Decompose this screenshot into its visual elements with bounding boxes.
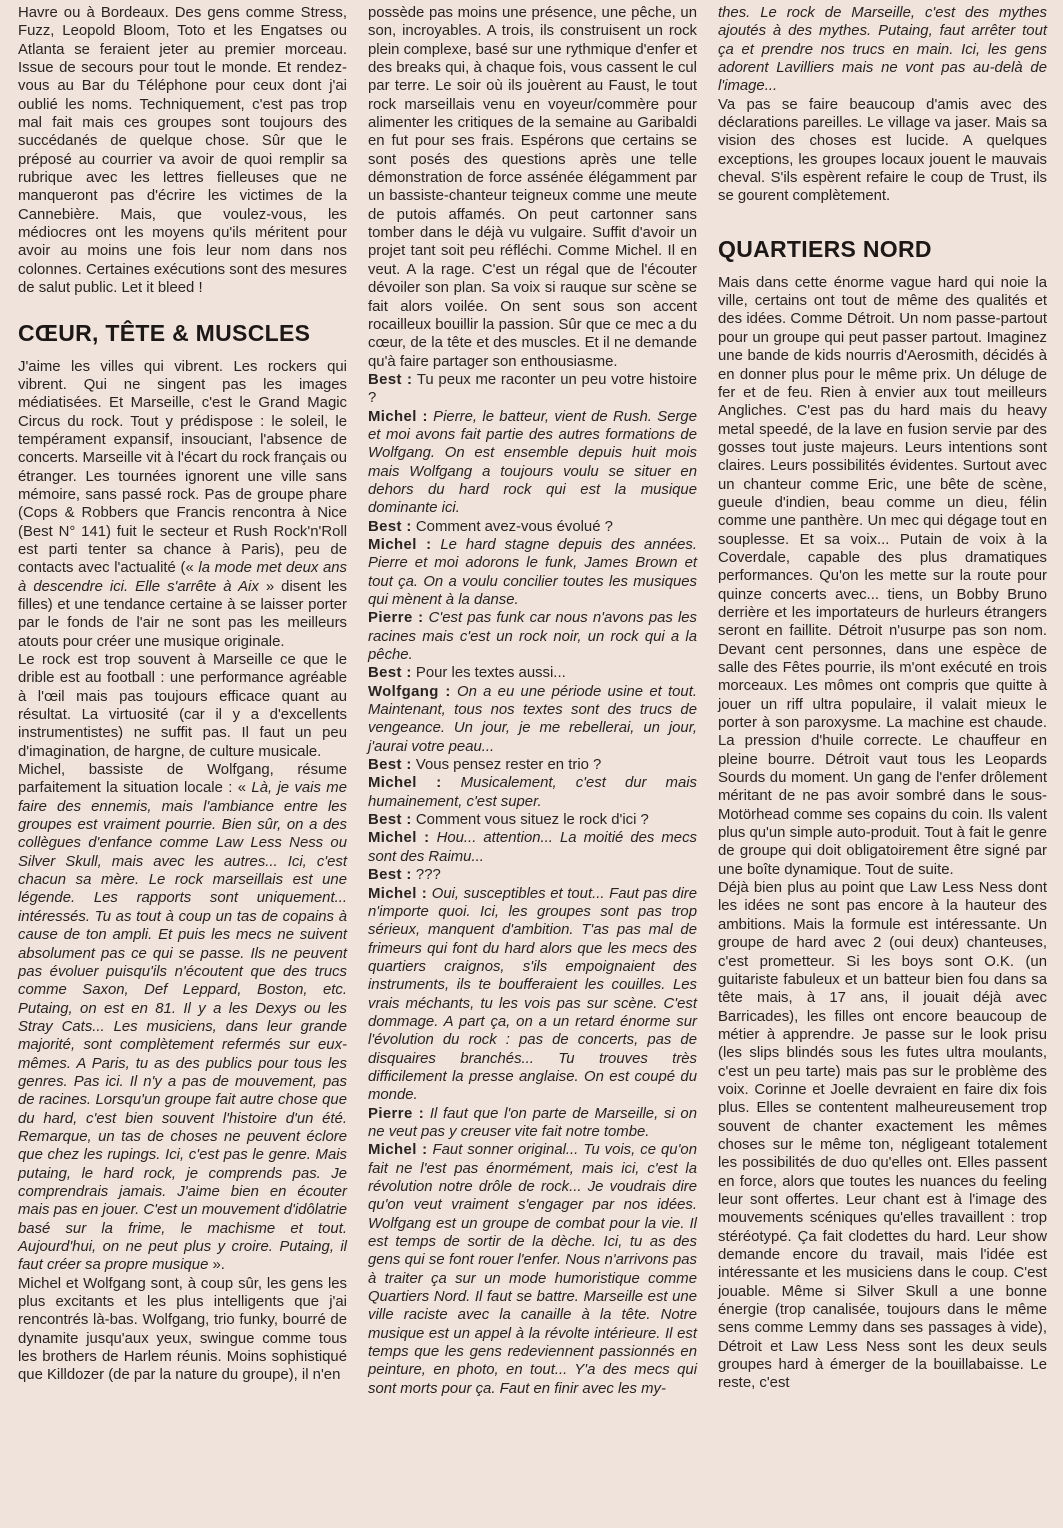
interview-question: Best : ???	[368, 867, 441, 884]
interview-answer: Michel : Faut sonner original... Tu vois, ce qu'on fait ne l'est pas énormément, mais ici, c'est la révolution notre drôle de rock... Je voudrais dire qu'on veut vraiment s'engager par nos idées. Wolfgang est un groupe de combat pour la vie. Il est temps de sortir de la dèche. Ici, tu as des gens qui se font rouer l'enfer. Nous n'arrivons pas à traiter ça sur un mode humoristique comme Quartiers Nord. Il faut se battre. Marseille est une ville raciste avec la canaille à la tête. Notre musique est un appel à la révolte intérieure. Il est temps que les gens redeviennent passionnés en peinture, en photo, en tout... Y'a des mecs qui sont morts pour ça. Faut en finir avec les my-	[368, 1142, 697, 1397]
column-middle	[368, 4, 697, 1398]
heading-quartiers-nord: QUARTIERS NORD	[718, 235, 932, 262]
paragraph-wolfgang: Michel et Wolfgang sont, à coup sûr, les gens les plus excitants et les plus intelligents que j'ai rencontrés là-bas. Wolfgang, trio funky, bourré de dynamite jusqu'aux yeux, swingue comme tous les brothers de Harlem réunis. Moins sophistiqué que Killdozer (de par la nature du groupe), il n'en	[18, 1275, 347, 1384]
paragraph-law-less-ness: Déjà bien plus au point que Law Less Ness dont les idées ne sont pas encore à la hauteur des ambitions. Mais la formule est intéressante. Un groupe de hard avec 2 (oui deux) chanteuses, c'est prometteur. Si les boys sont O.K. (un guitariste fabuleux et un batteur bien fou dans sa tête mais, à 17 ans, il jouait déjà avec Barricades), les filles ont encore beaucoup de métier à apprendre. Je passe sur le look prisu (les slips blindés sous les futes ultra moulants, c'est un peu tarte) mais pas sur le problème des voix. Corinne et Joelle devraient en faire dix fois plus. Elles se contentent malheureusement trop souvent de chanter exactement les mêmes choses sur le même ton, négligeant totalement les possibilités de duo qu'elles ont. Elles passent en force, alors que toutes les nuances du feeling leur sont offertes. Leur chant est à l'image des mouvements scéniques qu'elles travaillent : trop stéréotypé. Ça fait clodettes du hard. Leur show demande encore du travail, mais l'idée est intéressante et les musiciens dans le coup. C'est jouable. Même si Silver Skull a une bonne énergie (trop canalisée, toujours dans le même sens comme Lemmy dans ses passages à vide), Détroit et Law Less Ness sont les deux seuls groupes hard à émerger de la bouillabaisse. Le reste, c'est	[718, 880, 1047, 1392]
interview-answer: Michel : Pierre, le batteur, vient de Rush. Serge et moi avons fait partie des autres formations de Wolfgang. On est ensemble depuis huit mois mais Wolfgang a toujours voulu se situer en dehors du hard rock qui est la musique dominante ici.	[368, 408, 697, 517]
interview-answer: Michel : Musicalement, c'est dur mais humainement, c'est super.	[368, 775, 697, 810]
paragraph-mythes: thes. Le rock de Marseille, c'est des mythes ajoutés à des mythes. Putaing, faut arrêter tout ça et prendre nos trucs en main. Ici, les gens adorent Lavilliers mais ne vont pas au-delà de l'image...	[718, 5, 1047, 95]
interview-answer: Pierre : Il faut que l'on parte de Marseille, si on ne veut pas y creuser vite fait notre tombe.	[368, 1105, 697, 1140]
paragraph-michel-quote: Michel, bassiste de Wolfgang, résume parfaitement la situation locale : « Là, je vais me faire des ennemis, mais l'ambiance entre les groupes est vraiment pourrie. Bien sûr, on a des collègues d'enfance comme Law Less Ness ou Silver Skull, mais avec les autres... Ici, c'est chacun sa mère. Le rock marseillais est une légende. Les rapports sont uniquement... intéressés. Tu as tout à coup un tas de copains à cause de ton ampli. Et puis les mecs ne suivent absolument pas ce qui se passe. Ils ne peuvent pas évoluer puisqu'ils n'écoutent que des trucs comme Saxon, Def Leppard, Boston, etc. Putaing, on est en 81. Il y a les Dexys ou les Stray Cats... Les musiciens, dans leur grande majorité, sont complètement refermés sur eux-mêmes. A Paris, tu as des publics pour tous les genres. Pas ici. Il n'y a pas de mouvement, pas de racines. Lorsqu'un groupe fait autre chose que du hard, c'est bien souvent l'histoire d'un été. Remarque, un tas de choses ne peuvent éclore que chez les rupings. Ici, c'est pas le genre. Mais putaing, le hard rock, je comprends pas. Je comprendrais jamais. J'aime bien en écouter mais pas en jouer. C'est un mouvement d'idôlatrie basé sur la frime, le machisme et tout. Aujourd'hui, on ne peut plus y croire. Putaing, il faut créer sa propre musique ».	[18, 762, 347, 1274]
heading-coeur-tete-muscles: CŒUR, TÊTE & MUSCLES	[18, 319, 311, 346]
interview-question: Best : Pour les textes aussi...	[368, 665, 566, 682]
interview-answer: Wolfgang : On a eu une période usine et tout. Maintenant, tous nos textes sont des trucs de vengeance. Un jour, je me rebellerai, un jour, j'aurai votre peau...	[368, 683, 697, 755]
paragraph-villes: J'aime les villes qui vibrent. Les rockers qui vibrent. Qui ne singent pas les images médiatisées. Et Marseille, c'est le Grand Magic Circus du rock. Tout y prédispose : le soleil, le tempérament expansif, insouciant, l'absence de concerts. Marseille vit à l'écart du rock français ou étranger. Les tournées ignorent une ville sans mémoire, sans passé rock. Pas de groupe phare (Cops & Robbers que Francis rencontra à Nice (Best N° 141) fuit le secteur et Rush Rock'n'Roll est parti tenter sa chance à Paris), peu de contacts avec l'actualité (« la mode met deux ans à descendre ici. Elle s'arrête à Aix » disent les filles) et une tendance certaine à se laisser porter par le fonds de l'air ne sont pas les meilleurs atouts pour créer une musique originale.	[18, 358, 347, 650]
paragraph-intro: Havre ou à Bordeaux. Des gens comme Stress, Fuzz, Leopold Bloom, Toto et les Engatses ou Atlanta se feraient jeter au premier morceau. Issue de secours pour tout le monde. Et rendez-vous au Bar du Téléphone pour ceux dont j'ai oublié les noms. Techniquement, c'est pas trop mal fait mais ces groupes sont toujours des succédanés de quelque chose. Sûr que le préposé au courrier va avoir de quoi remplir sa rubrique avec les lettres fielleuses que ne manqueront pas d'écrire les victimes de la Cannebière. Mais, que voulez-vous, les médiocres ont les moyens qu'ils méritent pour avoir au moins une fois leur nom dans nos colonnes. Certaines exécutions sont des mesures de salut public. Let it bleed !	[18, 5, 347, 297]
interview-question: Best : Tu peux me raconter un peu votre histoire ?	[368, 371, 697, 407]
paragraph-village: Va pas se faire beaucoup d'amis avec des déclarations pareilles. Le village va jaser. Mais sa vision des choses est lucide. A quelques exceptions, les groupes locaux jouent le mauvais cheval. S'ils espèrent refaire le coup de Trust, ils se gourent complètement.	[718, 96, 1047, 205]
column-left	[18, 4, 347, 1385]
paragraph-rock-marseille: Le rock est trop souvent à Marseille ce que le drible est au football : une performance agréable à l'œil mais pas toujours efficace quant au résultat. La virtuosité (car il y a d'excellents instrumentistes) ne suffit pas. Il faut un peu d'imagination, de hargne, de culture musicale.	[18, 652, 347, 760]
column-right	[718, 4, 1047, 1393]
interview-question: Best : Comment vous situez le rock d'ici ?	[368, 812, 649, 829]
interview-answer: Michel : Le hard stagne depuis des années. Pierre et moi adorons le funk, James Brown et tout ça. On a voulu concilier toutes les musiques qui mènent à la danse.	[368, 536, 697, 608]
paragraph-presence: possède pas moins une présence, une pêche, un son, incroyables. A trois, ils construisent un rock plein complexe, basé sur une rythmique d'enfer et des breaks qui, à chaque fois, vous cassent le cul par terre. Le soir où ils jouèrent au Faust, le tout rock marseillais venu en voyeur/commère pour alimenter les critiques de la semaine au Garibaldi en fut pour ses frais. Espérons que certains se sont posés des questions après une telle démonstration de force assénée élégamment par un bassiste-chanteur teigneux comme une meute de putois affamés. On peut cartonner sans tomber dans le déjà vu vulgaire. Suffit d'avoir un projet tant soit peu réfléchi. Comme Michel. Il en veut. A la rage. C'est un régal que de l'écouter dévoiler son plan. Sa voix si rauque sur scène se fait alors voilée. On sent sous son accent rocailleux bouillir la passion. Sûr que ce mec a du cœur, de la tête et des muscles. Et il ne demande qu'à faire partager son enthousiasme.	[368, 5, 697, 370]
interview-question: Best : Comment avez-vous évolué ?	[368, 518, 613, 535]
interview-answer: Michel : Oui, susceptibles et tout... Faut pas dire n'importe quoi. Ici, les groupes sont pas trop sérieux, manquent d'ambition. T'as pas mal de frimeurs qui font du hard alors que les mecs des quartiers craignos, s'ils empoignaient des instruments, ils te boufferaient les couilles. Les vrais méchants, tu les vois pas sur scène. C'est dommage. A part ça, on a un retard énorme sur l'évolution du rock : pas de concerts, pas de disquaires branchés... Tu trouves très difficilement la presse anglaise. On est coupé du monde.	[368, 885, 698, 1104]
interview-question: Best : Vous pensez rester en trio ?	[368, 757, 602, 774]
paragraph-detroit: Mais dans cette énorme vague hard qui noie la ville, certains ont tout de même des qualités et des idées. Comme Détroit. Un nom passe-partout pour un groupe qui peut passer partout. Imaginez une bande de kids nourris d'Aerosmith, décidés à en donner plus pour le même prix. Un déluge de fer et de feu. Rien à envier aux tout meilleurs Angliches. C'est pas du hard mais du heavy metal speedé, de la lave en fusion servie par des gosses tout juste majeurs. Leurs intentions sont claires. Leurs possibilités évidentes. Surtout avec un chanteur comme Eric, une bête de scène, gueule d'indien, beau comme un dieu, félin comme une panthère. Un mec qui dégage tout en souplesse. Et sa voix... Putain de voix à la Coverdale, capable des plus dramatiques performances. Qu'on les mette sur la route pour quinze concerts avec... tiens, un Bobby Bruno derrière et les importateurs de hurleurs étrangers seront en faillite. Détroit n'usurpe pas son nom. Devant cent personnes, dans une espèce de salle des Fêtes pourrie, ils m'ont exécuté en trois morceaux. Les mômes ont compris que quitte à jouer un riff ultra populaire, il valait mieux le porter à son paroxysme. La machine est chaude. La pression d'huile correcte. Le chauffeur en pleine bourre. Détroit vaut tous les Leopards Sourds du moment. Un gang de l'enfer drôlement méritant de ne pas avoir sombré dans le sous-Motörhead comme ses copains du coin. Ils valent plus qu'un simple auto-produit. Tout à fait le genre de groupe qui doit obligatoirement être signé par une boîte dynamique. Tout de suite.	[718, 274, 1047, 878]
interview-answer: Michel : Hou... attention... La moitié des mecs sont des Raimu...	[368, 830, 697, 865]
interview-answer: Pierre : C'est pas funk car nous n'avons pas les racines mais c'est un rock noir, un rock qui a la pêche.	[368, 610, 697, 664]
